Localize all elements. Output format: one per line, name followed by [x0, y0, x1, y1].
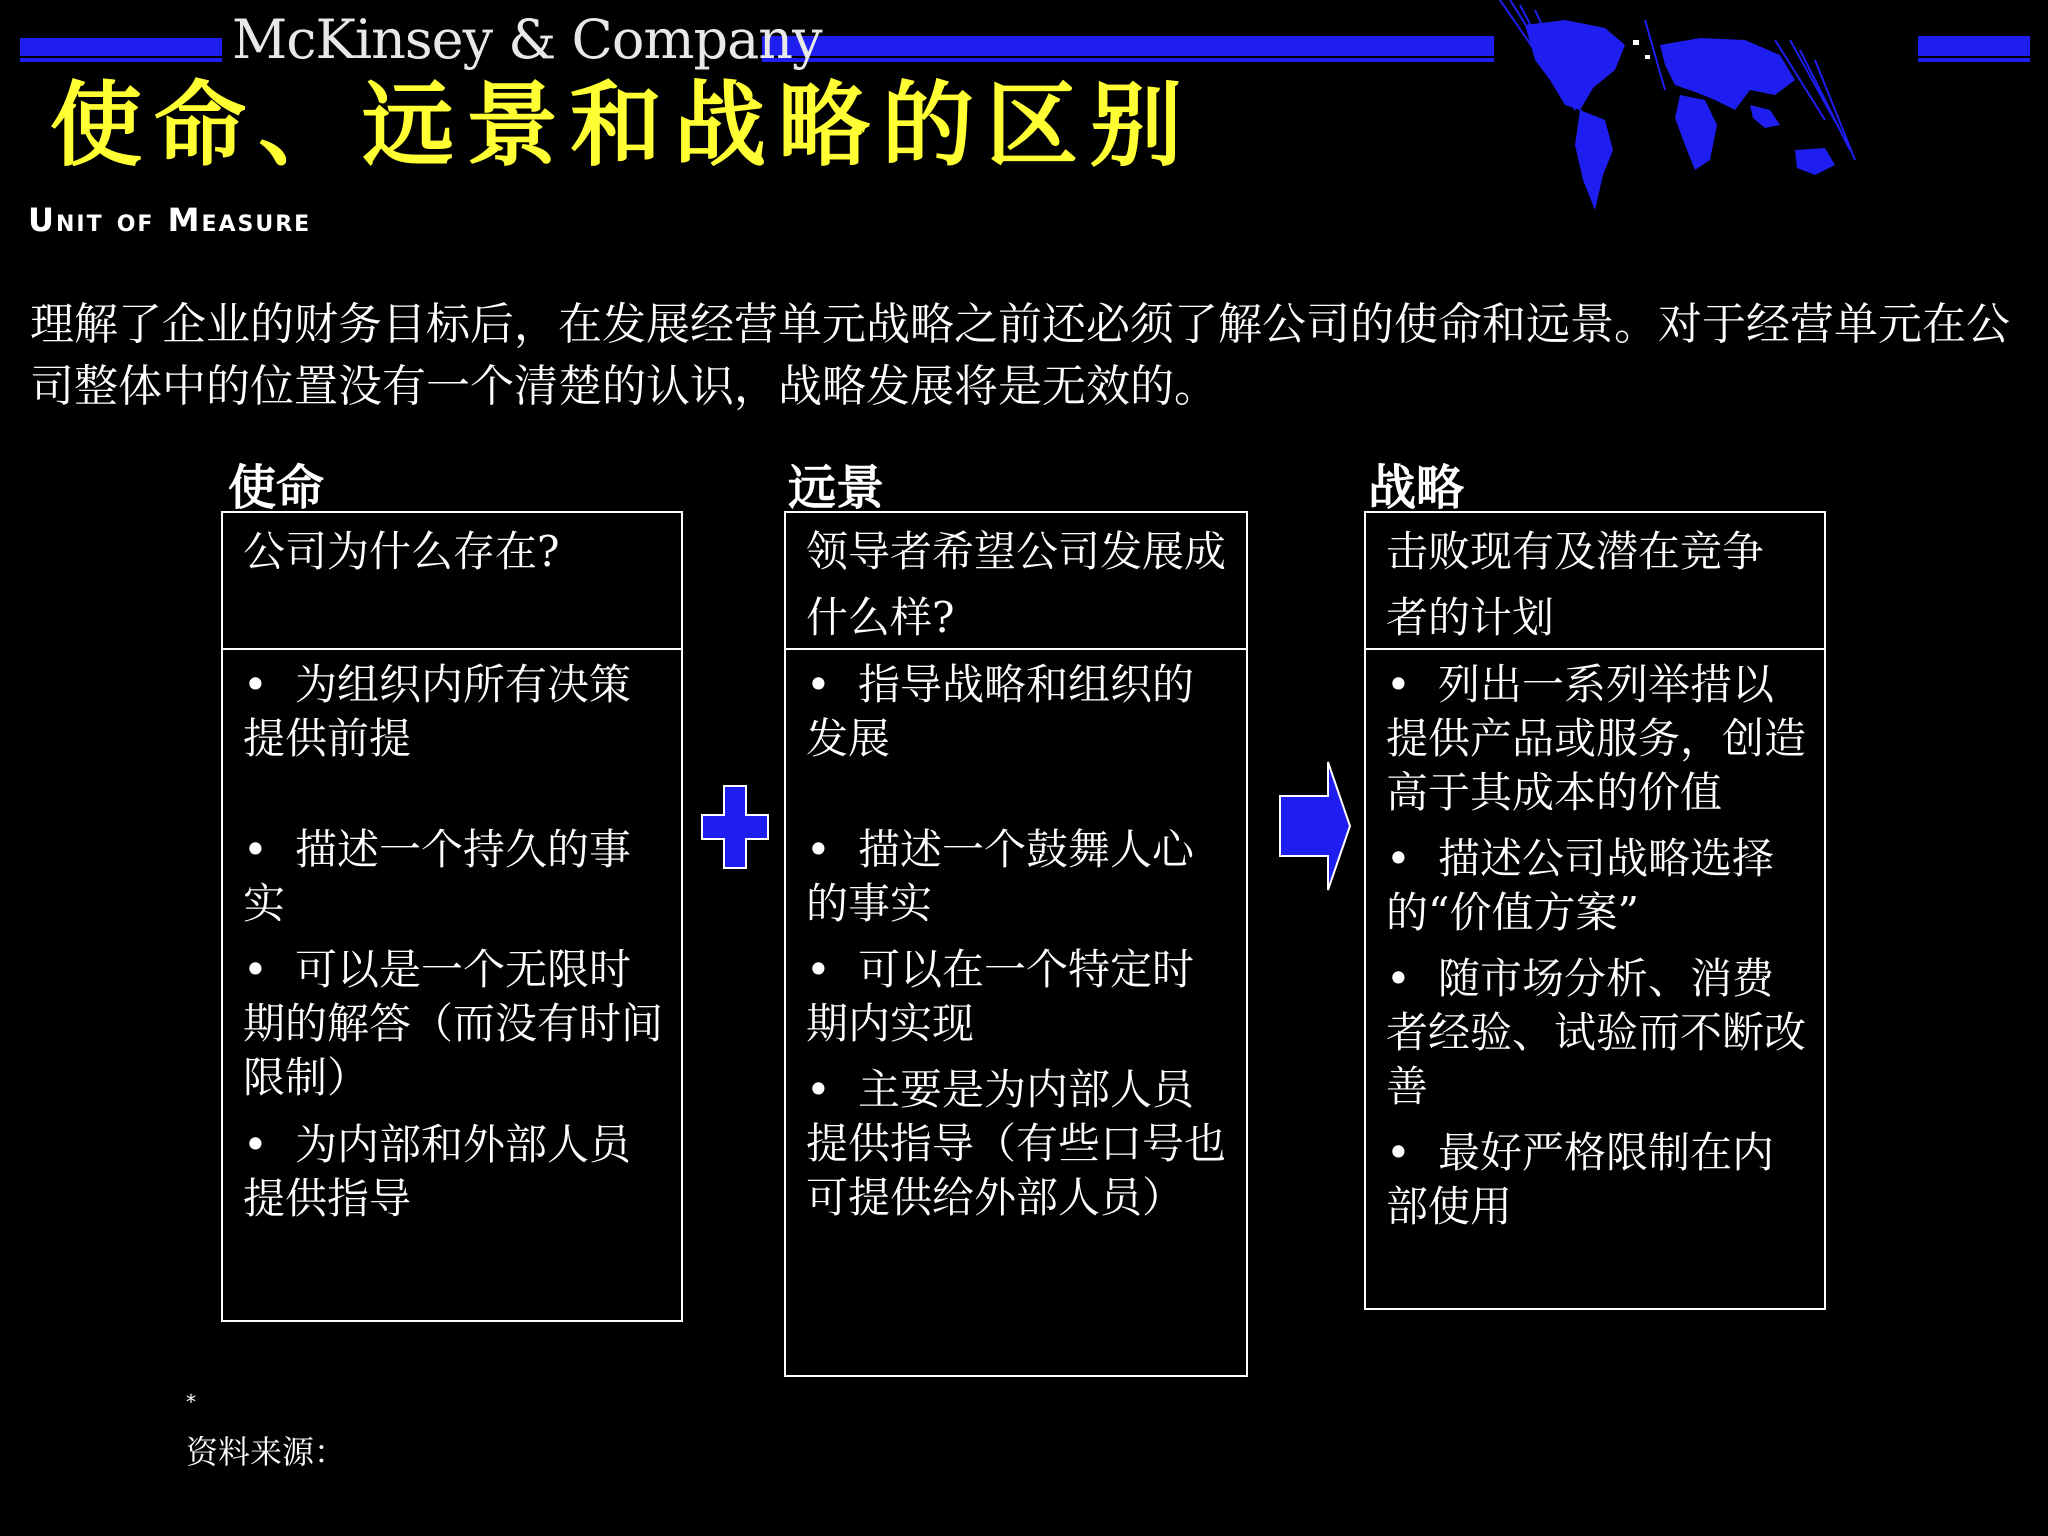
header-band-middle-line — [762, 58, 1494, 62]
mckinsey-logo: McKinsey & Company — [232, 8, 822, 71]
column-heading-vision: 远景 — [788, 460, 885, 516]
intro-paragraph: 理解了企业的财务目标后，在发展经营单元战略之前还必须了解公司的使命和远景。对于经营单元在公司整体中的位置没有一个清楚的认识，战略发展将是无效的。 — [30, 299, 2010, 412]
plus-icon — [700, 784, 770, 870]
source-label: 资料来源： — [186, 1433, 347, 1471]
list-item: • 列出一系列举措以提供产品或服务，创造高于其成本的价值 — [1386, 660, 1807, 817]
list-item: • 随市场分析、消费者经验、试验而不断改善 — [1386, 954, 1807, 1111]
bullet-dot: • — [1386, 954, 1411, 1003]
bullet-dot: • — [806, 660, 831, 709]
header-band-middle — [762, 36, 1494, 56]
bullet-dot: • — [243, 1120, 268, 1169]
list-item: • 最好严格限制在内部使用 — [1386, 1128, 1775, 1231]
header-band-left — [20, 38, 222, 56]
strategy-bullet-list — [1366, 650, 1824, 1234]
column-heading-mission: 使命 — [228, 460, 325, 516]
vision-bullet-list — [786, 650, 1246, 1225]
world-map-icon — [1495, 0, 1915, 215]
bullet-dot: • — [1386, 834, 1411, 883]
list-item: • 指导战略和组织的发展 — [806, 660, 1195, 763]
bullet-dot: • — [243, 660, 268, 709]
header-band-right — [1918, 36, 2030, 56]
footnote-mark: * — [186, 1390, 196, 1414]
bullet-dot: • — [1386, 1128, 1411, 1177]
list-item: • 可以是一个无限时期的解答（而没有时间限制） — [243, 945, 664, 1102]
list-item: • 描述公司战略选择的“价值方案” — [1386, 834, 1775, 937]
bullet-dot: • — [806, 825, 831, 874]
column-heading-strategy: 战略 — [1368, 460, 1465, 516]
bullet-dot: • — [1386, 660, 1411, 709]
bullet-dot: • — [243, 825, 268, 874]
bullet-dot: • — [243, 945, 268, 994]
slide-title: 使命、远景和战略的区别 — [50, 72, 1195, 179]
list-item: • 可以在一个特定时期内实现 — [806, 945, 1195, 1048]
right-arrow-icon — [1278, 760, 1352, 892]
list-item: • 描述一个鼓舞人心的事实 — [806, 825, 1195, 928]
mission-question: 公司为什么存在? — [223, 513, 681, 650]
vision-panel — [784, 511, 1248, 1377]
strategy-question: 击败现有及潜在竞争者的计划 — [1366, 513, 1824, 650]
mission-panel — [221, 511, 683, 1322]
header-band-left-line — [20, 58, 222, 62]
unit-of-measure-label: Unit of Measure — [28, 201, 312, 239]
list-item: • 描述一个持久的事实 — [243, 825, 632, 928]
bullet-dot: • — [806, 945, 831, 994]
vision-question: 领导者希望公司发展成什么样? — [786, 513, 1246, 650]
list-item: • 主要是为内部人员提供指导（有些口号也可提供给外部人员） — [806, 1065, 1227, 1222]
bullet-dot: • — [806, 1065, 831, 1114]
mission-bullet-list — [223, 650, 681, 1226]
list-item: • 为组织内所有决策提供前提 — [243, 660, 632, 763]
header-band-right-line — [1918, 58, 2030, 62]
list-item: • 为内部和外部人员提供指导 — [243, 1120, 632, 1223]
strategy-panel — [1364, 511, 1826, 1310]
